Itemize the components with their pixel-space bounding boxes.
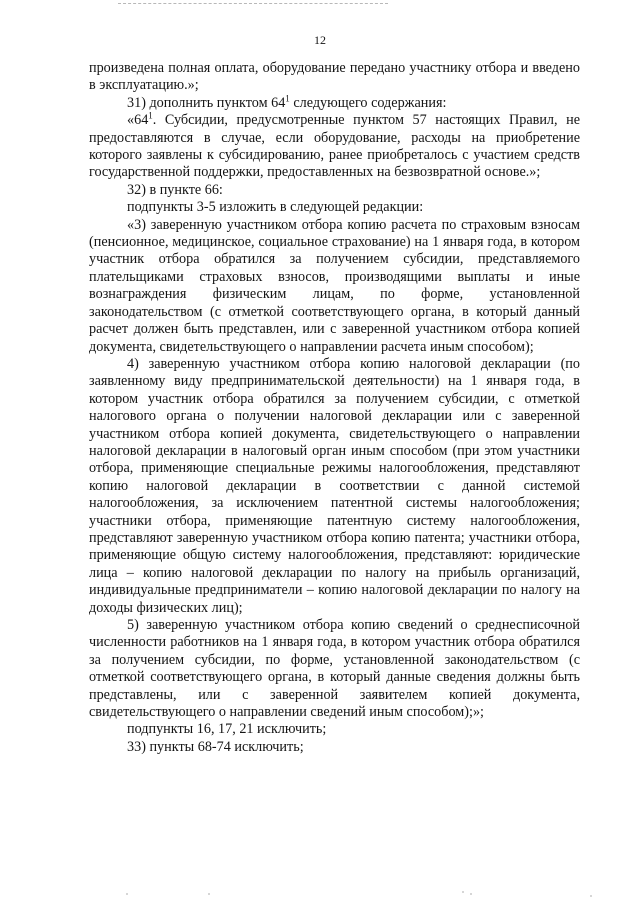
- scan-speck: [470, 893, 472, 895]
- clause-64-text: . Субсидии, предусмотренные пунктом 57 настоящих Правил, не предоставляются в случае, если оборудование, расходы на приобретение которого заявлены к субсидированию, ранее приобреталось с участием средств государственной поддержки, предоставленных на безвозвратной основе.»;: [89, 112, 580, 181]
- scan-speck: [208, 893, 210, 895]
- paragraph-item-33: 33) пункты 68-74 исключить;: [127, 738, 304, 755]
- paragraph-subitems-excluded: подпункты 16, 17, 21 исключить;: [127, 721, 327, 738]
- paragraph-subitem-4: 4) заверенную участником отбора копию налоговой декларации (по заявленному виду предпринимательской деятельности) на 1 января года, в котором участник отбора обратился за получением субсидии, с отметкой налогового органа о получении налоговой декларации или с заверенной участником отбора копией документа, свидетельствующего о направлении налоговой декларации в налоговый орган иным способом (при этом участники отбора, применяющие специальные режимы налогообложения, представляют копию налоговой декларации в соответствии с данной системой налогообложения, за исключением патентной системы налогообложения; участники отбора, применяющие патентную систему налогообложения, представляют заверенную участником отбора копию патента; участники отбора, применяющие общую систему налогообложения, представляют: юридические лица – копию налоговой декларации по налогу на прибыль организаций, индивидуальные предприниматели – копию налоговой декларации по налогу на доходы физических лиц);: [89, 355, 580, 616]
- scan-speck: [590, 895, 592, 897]
- superscript: 1: [285, 93, 290, 104]
- paragraph-64-1: [89, 112, 580, 182]
- scan-speck: [462, 891, 464, 893]
- paragraph-1: произведена полная оплата, оборудование передано участнику отбора и введено в эксплуатацию.»;: [89, 60, 580, 94]
- scan-edge-line: [118, 3, 388, 4]
- superscript: 1: [148, 110, 153, 121]
- page-number: 12: [314, 33, 326, 47]
- scan-speck: [126, 893, 128, 895]
- paragraph-subitem-3: «3) заверенную участником отбора копию расчета по страховым взносам (пенсионное, медицинское, социальное страхование) на 1 января года, в котором участник отбора обратился за получением субсидии, представляемого плательщиками страховых взносов, производящими выплаты и иные вознаграждения физическим лицам, по форме, установленной законодательством (с отметкой соответствующего органа, в который данный расчет должен быть представлен, или с заверенной участником отбора копией документа, свидетельствующего о направлении расчета иным способом);: [89, 216, 580, 355]
- paragraph-subitems-3-5: подпункты 3-5 изложить в следующей редакции:: [127, 199, 424, 216]
- paragraph-item-31: [89, 95, 580, 112]
- item-31-text: 31) дополнить пунктом 64: [127, 94, 286, 111]
- clause-64-label: «64: [127, 112, 149, 129]
- paragraph-item-32: 32) в пункте 66:: [127, 181, 223, 198]
- document-body: [89, 60, 580, 756]
- item-31-text-tail: следующего содержания:: [289, 94, 447, 111]
- paragraph-subitem-5: 5) заверенную участником отбора копию сведений о среднесписочной численности работников на 1 января года, в котором участник отбора обратился за получением субсидии, по форме, установленной законодательством (с отметкой соответствующего органа, в который данные сведения должны быть представлены, или с заверенной заявителем копией документа, свидетельствующего о направлении сведений иным способом);»;: [89, 617, 580, 721]
